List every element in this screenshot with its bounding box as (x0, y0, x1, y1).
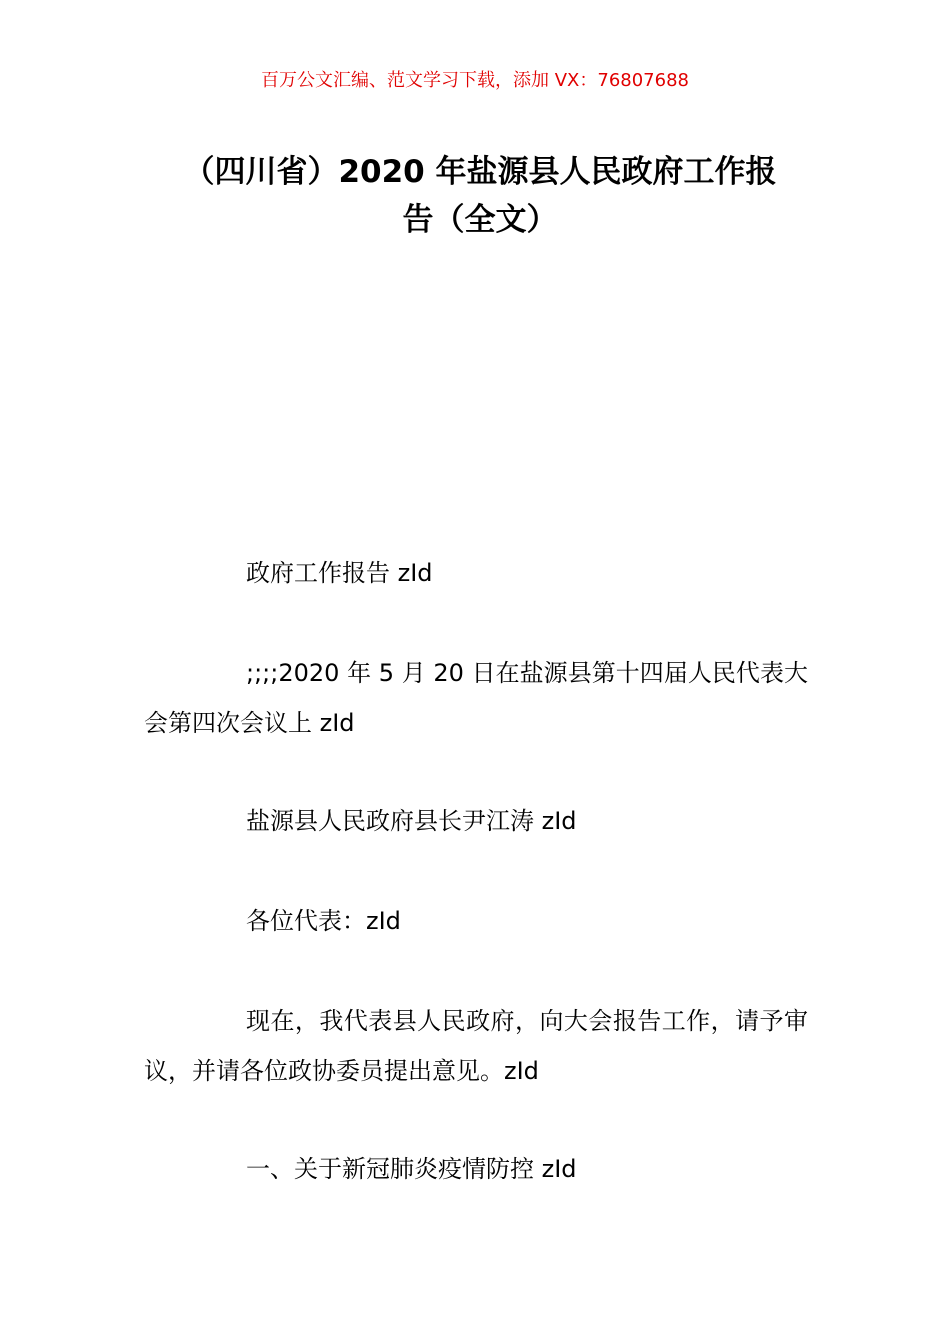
paragraph-section-one-heading: 一、关于新冠肺炎疫情防控 zId (246, 1155, 577, 1183)
paragraph-salutation: 各位代表：zId (246, 907, 401, 935)
paragraph-introduction: 现在，我代表县人民政府，向大会报告工作，请予审议，并请各位政协委员提出意见。zId (144, 1007, 808, 1085)
document-title (140, 148, 820, 244)
paragraph-meeting-date: ;;;;2020 年 5 月 20 日在盐源县第十四届人民代表大会第四次会议上 zId (144, 659, 808, 737)
header-banner: 百万公文汇编、范文学习下载，添加 VX：76807688 (261, 70, 689, 91)
paragraph-report-heading: 政府工作报告 zId (246, 559, 433, 587)
paragraph-speaker: 盐源县人民政府县长尹江涛 zId (246, 807, 577, 835)
title-line-2: 告（全文） (402, 202, 558, 238)
title-line-1: （四川省）2020 年盐源县人民政府工作报 (183, 154, 777, 190)
